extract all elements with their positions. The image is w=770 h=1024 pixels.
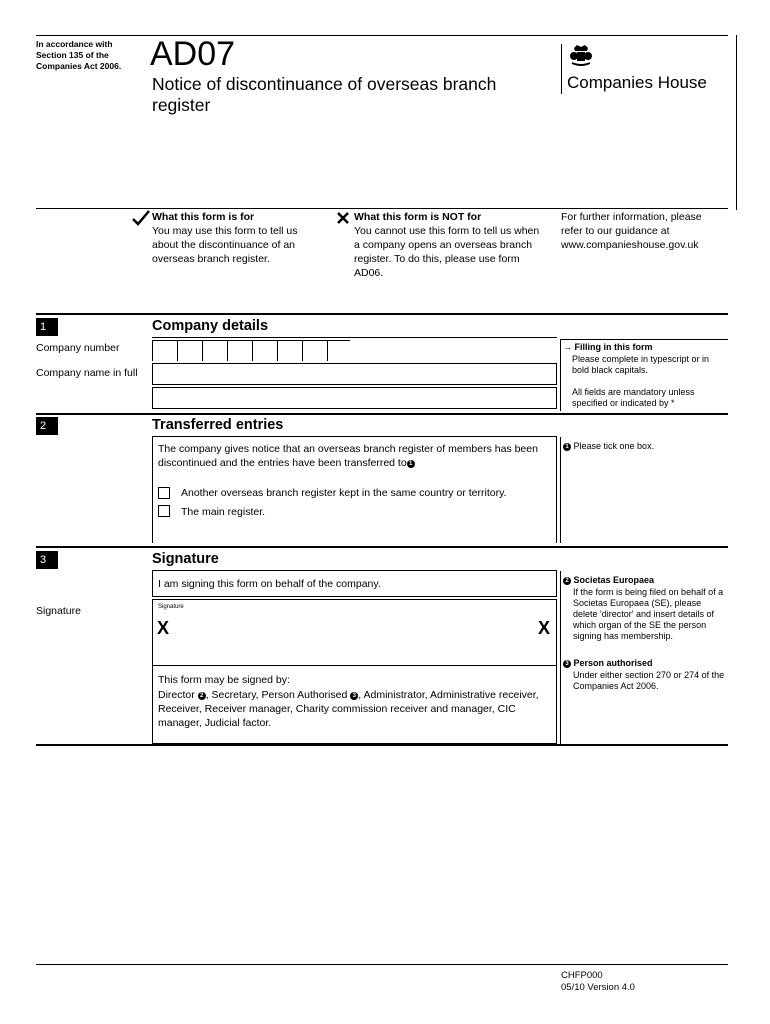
company-name-field-1[interactable]: [152, 363, 557, 385]
legal-note: In accordance with Section 135 of the Companies Act 2006.: [36, 39, 122, 71]
filling-form-title: → Filling in this form: [563, 342, 653, 352]
ref-bullet: 2: [198, 692, 206, 700]
ref-bullet: 3: [350, 692, 358, 700]
side-top-rule-1: [560, 339, 728, 340]
for-title: What this form is for: [152, 211, 255, 223]
for-text: You may use this form to tell us about the discontinuance of an overseas branch register.: [152, 225, 298, 265]
signed-by-title: This form may be signed by:: [158, 674, 290, 686]
ref-bullet: 3: [563, 660, 571, 668]
form-title: Notice of discontinuance of overseas branch register: [152, 74, 497, 115]
tick-icon: [131, 208, 151, 228]
option-other-branch-label: Another overseas branch register kept in the same country or territory.: [181, 487, 507, 499]
side-rule-3: [560, 571, 561, 744]
person-authorised-text: Under either section 270 or 274 of the Companies Act 2006.: [573, 670, 725, 691]
not-for-title: What this form is NOT for: [354, 211, 482, 223]
section3-rule: [36, 546, 728, 548]
section1-title-underline: [152, 337, 557, 338]
person-authorised-title: 3 Person authorised: [563, 658, 725, 669]
cross-icon: [336, 211, 350, 225]
section3-title: Signature: [152, 551, 219, 567]
footer-rule: [36, 964, 728, 965]
section2-title: Transferred entries: [152, 417, 284, 433]
section1-number: 1: [36, 318, 58, 336]
footer-code: CHFP000: [561, 970, 603, 981]
ref-bullet: 2: [563, 577, 571, 585]
header-right-rule: [736, 35, 737, 210]
sign-end-cross: X: [538, 618, 551, 638]
signature-label: Signature: [36, 605, 81, 617]
top-rule: [36, 35, 728, 36]
signature-box-label: Signature: [158, 604, 184, 610]
se-text: If the form is being filed on behalf of a Societas Europaea (SE), please delete 'director' and insert details of which organ of the SE the person signing has membership.: [573, 587, 724, 641]
option-other-branch-checkbox[interactable]: [158, 487, 170, 499]
ref-bullet: 1: [407, 460, 415, 468]
ref-bullet: 1: [563, 443, 571, 451]
company-name-field-2[interactable]: [152, 387, 557, 409]
section1-rule: [36, 313, 728, 315]
logo-divider: [561, 44, 562, 94]
se-title: 2 Societas Europaea: [563, 575, 725, 586]
not-for-text: You cannot use this form to tell us when a company opens an overseas branch register. To do this, please use form AD06.: [354, 225, 540, 279]
company-number-label: Company number: [36, 342, 120, 354]
filling-form-text: Please complete in typescript or in bold black capitals.: [572, 354, 710, 375]
section2-rule: [36, 413, 728, 415]
form-code: AD07: [150, 35, 236, 73]
mandatory-note: All fields are mandatory unless specified or indicated by *: [572, 387, 695, 408]
side-rule-2: [560, 437, 561, 543]
section3-bottom-rule: [36, 744, 728, 746]
footer-version: 05/10 Version 4.0: [561, 982, 635, 993]
sign-start-cross: X: [157, 618, 170, 638]
behalf-text: I am signing this form on behalf of the company.: [158, 578, 381, 590]
info-text: For further information, please refer to our guidance at www.companieshouse.gov.uk: [561, 211, 702, 251]
royal-crest-icon: [568, 42, 594, 68]
signed-by-text: Director 2 , Secretary, Person Authorised 3 , Administrator, Administrative receiver, Receiver, Receiver manager, Charity commission receiver and manager, CIC manager, Judicial factor.: [158, 689, 539, 729]
arrow-right-icon: →: [563, 342, 572, 352]
option-main-register-checkbox[interactable]: [158, 505, 170, 517]
companies-house-logo: Companies House: [567, 73, 707, 92]
tick-one-note: 1 Please tick one box.: [563, 441, 723, 452]
company-number-field[interactable]: [152, 340, 350, 361]
notice-text: The company gives notice that an overseas branch register of members has been discontinued and the entries have been transferred to 1: [158, 443, 538, 469]
section1-title: Company details: [152, 318, 269, 334]
side-rule-1: [560, 339, 561, 411]
company-name-label: Company name in full: [36, 367, 138, 379]
signature-field[interactable]: [152, 599, 557, 666]
option-main-register-label: The main register.: [181, 506, 266, 518]
section3-number: 3: [36, 551, 58, 569]
section2-number: 2: [36, 417, 58, 435]
